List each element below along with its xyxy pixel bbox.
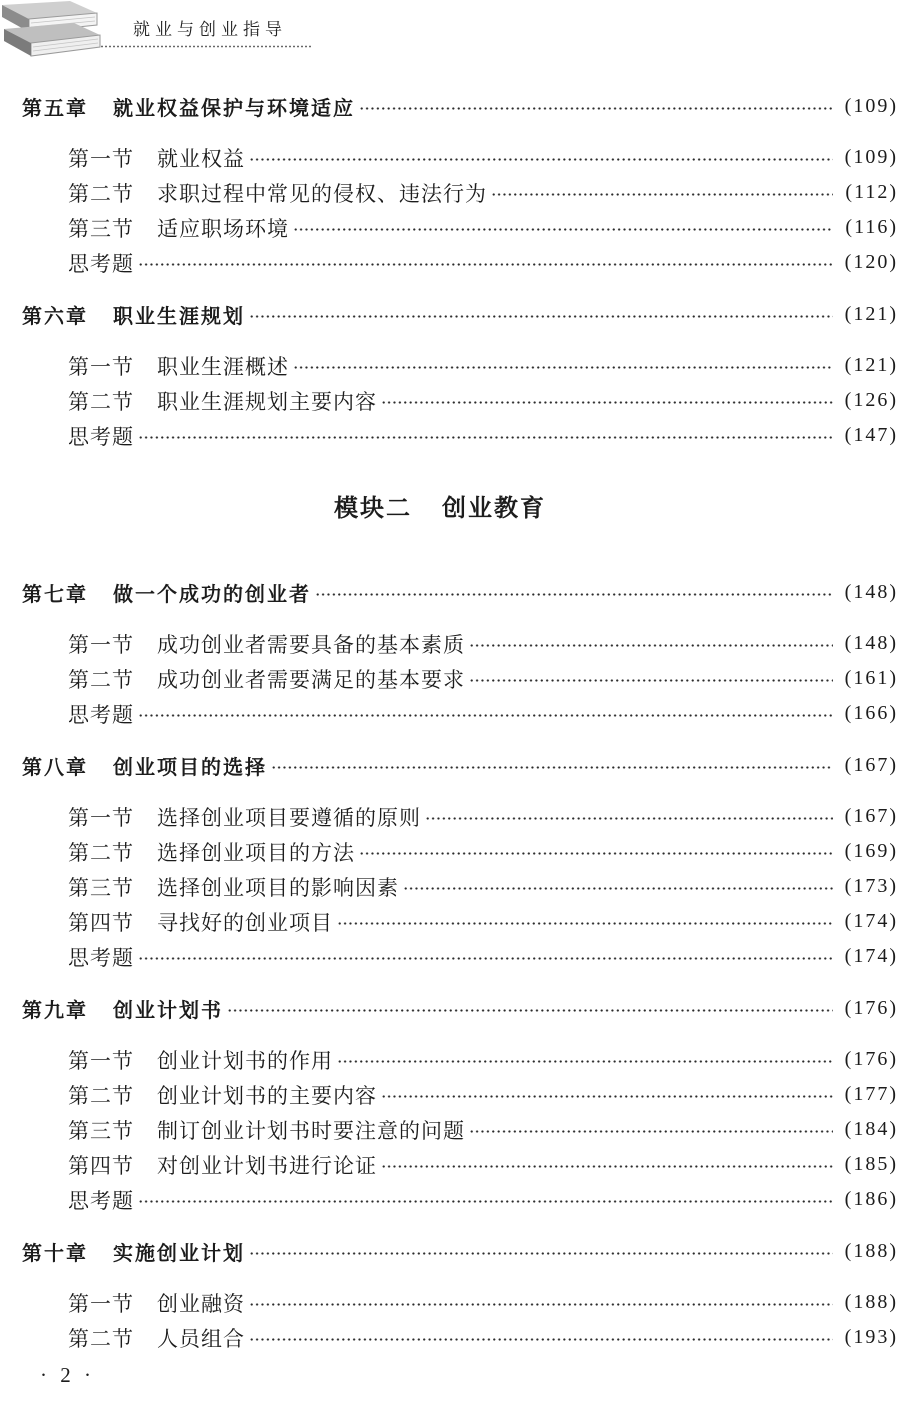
toc-page-number: (112) bbox=[845, 181, 898, 203]
toc-page-number: (109) bbox=[844, 95, 898, 117]
toc-section-row bbox=[0, 140, 920, 175]
dot-leader bbox=[491, 175, 833, 210]
toc-page-number: (116) bbox=[845, 216, 898, 238]
toc-section-label: 第二节 bbox=[68, 1326, 134, 1351]
toc-section-row bbox=[0, 210, 920, 245]
toc-module-label: 模块二 bbox=[334, 494, 412, 522]
toc-section-title: 创业融资 bbox=[157, 1291, 245, 1316]
toc-section-title: 选择创业项目的影响因素 bbox=[157, 875, 399, 900]
toc-section-label: 第一节 bbox=[68, 805, 134, 830]
toc-page-number: (185) bbox=[844, 1153, 898, 1175]
dot-leader bbox=[249, 1234, 833, 1269]
toc-section-row bbox=[0, 626, 920, 661]
toc-section-title: 职业生涯规划主要内容 bbox=[157, 389, 377, 414]
dot-leader bbox=[469, 661, 833, 696]
toc-section-title: 创业计划书的主要内容 bbox=[157, 1083, 377, 1108]
dot-leader bbox=[138, 1182, 833, 1217]
toc-section-row bbox=[0, 834, 920, 869]
toc-section-row bbox=[0, 383, 920, 418]
toc-section-title: 制订创业计划书时要注意的问题 bbox=[157, 1118, 465, 1143]
toc-page-number: (147) bbox=[844, 424, 898, 446]
toc-section-title: 创业计划书的作用 bbox=[157, 1048, 333, 1073]
toc-chapter-title: 创业项目的选择 bbox=[113, 755, 267, 779]
toc-section-title: 就业权益 bbox=[157, 146, 245, 171]
toc-page-number: (166) bbox=[844, 702, 898, 724]
dot-leader bbox=[138, 939, 833, 974]
table-of-contents bbox=[0, 72, 920, 1355]
toc-chapter-row bbox=[0, 748, 920, 783]
dot-leader bbox=[293, 348, 833, 383]
dot-leader bbox=[293, 210, 833, 245]
toc-chapter-row bbox=[0, 575, 920, 610]
toc-section-row bbox=[0, 799, 920, 834]
header-dotted-rule bbox=[100, 45, 312, 48]
toc-section-label: 第四节 bbox=[68, 1153, 134, 1178]
toc-chapter-label: 第五章 bbox=[22, 96, 88, 120]
toc-section-row bbox=[0, 1285, 920, 1320]
toc-section-title: 成功创业者需要满足的基本要求 bbox=[157, 667, 465, 692]
toc-exercise-label: 思考题 bbox=[68, 702, 134, 727]
toc-chapter-label: 第七章 bbox=[22, 582, 88, 606]
toc-chapter-row bbox=[0, 89, 920, 124]
toc-section-label: 第一节 bbox=[68, 354, 134, 379]
toc-section-label: 第二节 bbox=[68, 840, 134, 865]
dot-leader bbox=[138, 245, 833, 280]
toc-section-row bbox=[0, 348, 920, 383]
dot-leader bbox=[249, 1285, 833, 1320]
toc-section-label: 第一节 bbox=[68, 632, 134, 657]
toc-page-number: (186) bbox=[844, 1188, 898, 1210]
toc-exercise-label: 思考题 bbox=[68, 251, 134, 276]
toc-section-title: 成功创业者需要具备的基本素质 bbox=[157, 632, 465, 657]
dot-leader bbox=[315, 575, 833, 610]
toc-chapter-row bbox=[0, 297, 920, 332]
dot-leader bbox=[381, 1077, 833, 1112]
toc-chapter-title: 做一个成功的创业者 bbox=[113, 582, 311, 606]
toc-page-number: (188) bbox=[844, 1291, 898, 1313]
toc-exercise-label: 思考题 bbox=[68, 424, 134, 449]
dot-leader bbox=[337, 904, 833, 939]
toc-section-label: 第一节 bbox=[68, 146, 134, 171]
toc-exercise-row bbox=[0, 696, 920, 731]
toc-chapter-label: 第十章 bbox=[22, 1241, 88, 1265]
toc-page-number: (161) bbox=[844, 667, 898, 689]
toc-page-number: (177) bbox=[844, 1083, 898, 1105]
toc-exercise-label: 思考题 bbox=[68, 945, 134, 970]
toc-section-label: 第二节 bbox=[68, 1083, 134, 1108]
toc-page-number: (176) bbox=[844, 1048, 898, 1070]
dot-leader bbox=[381, 383, 833, 418]
toc-exercise-label: 思考题 bbox=[68, 1188, 134, 1213]
toc-section-title: 求职过程中常见的侵权、违法行为 bbox=[157, 181, 487, 206]
toc-page-number: (188) bbox=[844, 1240, 898, 1262]
toc-chapter-row bbox=[0, 991, 920, 1026]
toc-chapter-row bbox=[0, 1234, 920, 1269]
toc-section-label: 第二节 bbox=[68, 667, 134, 692]
toc-section-label: 第二节 bbox=[68, 181, 134, 206]
book-stack-icon bbox=[0, 0, 104, 64]
toc-page-number: (148) bbox=[844, 581, 898, 603]
toc-section-title: 选择创业项目要遵循的原则 bbox=[157, 805, 421, 830]
toc-page-number: (169) bbox=[844, 840, 898, 862]
toc-chapter-label: 第九章 bbox=[22, 998, 88, 1022]
toc-module-row bbox=[0, 486, 920, 526]
dot-leader bbox=[138, 696, 833, 731]
dot-leader bbox=[469, 626, 833, 661]
toc-module-title: 创业教育 bbox=[442, 494, 546, 522]
dot-leader bbox=[403, 869, 833, 904]
toc-section-title: 寻找好的创业项目 bbox=[157, 910, 333, 935]
dot-leader bbox=[381, 1147, 833, 1182]
toc-page-number: (167) bbox=[844, 805, 898, 827]
dot-leader bbox=[359, 834, 833, 869]
toc-section-row bbox=[0, 1320, 920, 1355]
toc-section-label: 第三节 bbox=[68, 216, 134, 241]
toc-page-number: (148) bbox=[844, 632, 898, 654]
dot-leader bbox=[337, 1042, 833, 1077]
toc-section-label: 第二节 bbox=[68, 389, 134, 414]
toc-exercise-row bbox=[0, 939, 920, 974]
dot-leader bbox=[425, 799, 833, 834]
toc-section-row bbox=[0, 175, 920, 210]
dot-leader bbox=[271, 748, 833, 783]
toc-page-number: (173) bbox=[844, 875, 898, 897]
toc-section-label: 第一节 bbox=[68, 1048, 134, 1073]
toc-section-row bbox=[0, 661, 920, 696]
toc-section-row bbox=[0, 904, 920, 939]
toc-page-number: (121) bbox=[844, 303, 898, 325]
page-number: · 2 · bbox=[40, 1363, 95, 1387]
toc-page-number: (126) bbox=[844, 389, 898, 411]
toc-section-row bbox=[0, 1147, 920, 1182]
toc-section-label: 第一节 bbox=[68, 1291, 134, 1316]
toc-page-number: (120) bbox=[844, 251, 898, 273]
toc-section-row bbox=[0, 1042, 920, 1077]
toc-section-label: 第三节 bbox=[68, 1118, 134, 1143]
toc-section-row bbox=[0, 1112, 920, 1147]
toc-section-title: 适应职场环境 bbox=[157, 216, 289, 241]
toc-chapter-label: 第六章 bbox=[22, 304, 88, 328]
dot-leader bbox=[227, 991, 833, 1026]
toc-page-number: (176) bbox=[844, 997, 898, 1019]
toc-section-label: 第四节 bbox=[68, 910, 134, 935]
toc-page-number: (174) bbox=[844, 910, 898, 932]
dot-leader bbox=[138, 418, 833, 453]
toc-page-number: (121) bbox=[844, 354, 898, 376]
dot-leader bbox=[249, 1320, 833, 1355]
running-title: 就业与创业指导 bbox=[133, 20, 287, 40]
toc-section-row bbox=[0, 1077, 920, 1112]
toc-page-number: (167) bbox=[844, 754, 898, 776]
toc-chapter-title: 就业权益保护与环境适应 bbox=[113, 96, 355, 120]
toc-section-title: 人员组合 bbox=[157, 1326, 245, 1351]
toc-section-row bbox=[0, 869, 920, 904]
toc-chapter-title: 创业计划书 bbox=[113, 998, 223, 1022]
toc-section-title: 职业生涯概述 bbox=[157, 354, 289, 379]
toc-section-label: 第三节 bbox=[68, 875, 134, 900]
toc-page-number: (174) bbox=[844, 945, 898, 967]
toc-exercise-row bbox=[0, 245, 920, 280]
toc-page-number: (184) bbox=[844, 1118, 898, 1140]
toc-section-title: 选择创业项目的方法 bbox=[157, 840, 355, 865]
toc-exercise-row bbox=[0, 1182, 920, 1217]
toc-page-number: (109) bbox=[844, 146, 898, 168]
dot-leader bbox=[469, 1112, 833, 1147]
toc-exercise-row bbox=[0, 418, 920, 453]
dot-leader bbox=[249, 140, 833, 175]
dot-leader bbox=[249, 297, 833, 332]
toc-page-number: (193) bbox=[844, 1326, 898, 1348]
toc-section-title: 对创业计划书进行论证 bbox=[157, 1153, 377, 1178]
toc-chapter-title: 职业生涯规划 bbox=[113, 304, 245, 328]
toc-chapter-label: 第八章 bbox=[22, 755, 88, 779]
dot-leader bbox=[359, 89, 833, 124]
toc-chapter-title: 实施创业计划 bbox=[113, 1241, 245, 1265]
